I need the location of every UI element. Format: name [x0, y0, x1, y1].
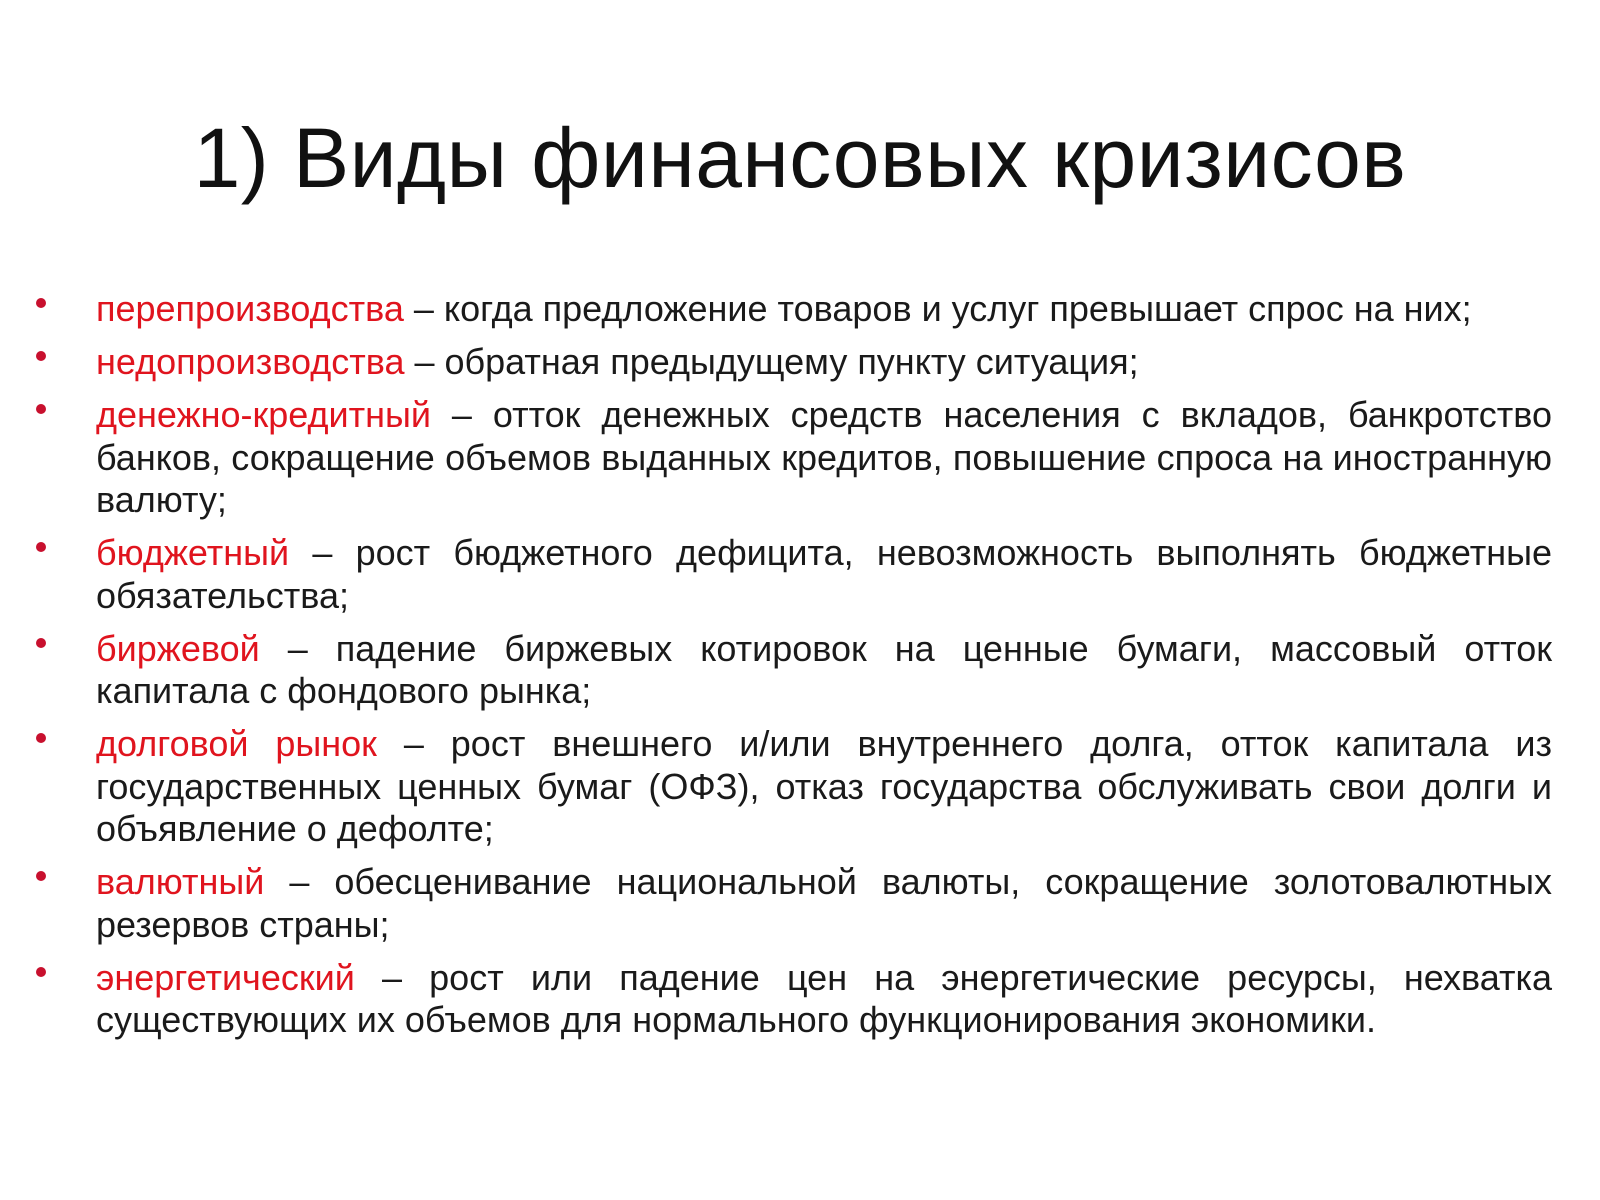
bullet-icon: [36, 638, 46, 648]
term-description: – падение биржевых котировок на ценные бумаги, массовый отток капитала с фондового рынка;: [96, 627, 1552, 711]
list-item-underproduction: [30, 341, 1552, 384]
term-label: бюджетный: [96, 532, 290, 573]
term-description: – обратная предыдущему пункту ситуация;: [404, 341, 1139, 382]
term-label: биржевой: [96, 627, 260, 669]
bullet-icon: [36, 404, 46, 414]
term-label: недопроизводства: [96, 341, 405, 382]
bullet-icon: [36, 871, 46, 881]
bullet-icon: [36, 542, 46, 552]
bullet-icon: [36, 967, 46, 977]
list-item-stock-exchange: [30, 628, 1552, 713]
term-label: валютный: [96, 861, 265, 902]
term-description: – рост бюджетного дефицита, невозможность выполнять бюджетные обязательства;: [96, 532, 1552, 616]
crisis-types-list: [30, 288, 1552, 1042]
term-label: перепроизводства: [96, 288, 404, 329]
bullet-icon: [36, 351, 46, 361]
term-label: долговой рынок: [96, 723, 377, 764]
slide-title: 1) Виды финансовых кризисов: [193, 111, 1407, 205]
slide-content: [30, 288, 1552, 1052]
bullet-icon: [36, 733, 46, 743]
list-item-monetary-credit: [30, 394, 1552, 522]
list-item-overproduction: [30, 288, 1552, 331]
term-description: – обесценивание национальной валюты, сокращение золотовалютных резервов страны;: [96, 861, 1552, 945]
term-description: – когда предложение товаров и услуг превышает спрос на них;: [403, 288, 1472, 329]
term-label: денежно-кредитный: [96, 394, 431, 435]
term-label: энергетический: [96, 956, 355, 998]
list-item-energy: [30, 957, 1552, 1042]
term-description: – рост внешнего и/или внутреннего долга, отток капитала из государственных ценных бумаг (ОФЗ), отказ государства обслуживать свои долги и объявление о дефолте;: [96, 723, 1552, 849]
bullet-icon: [36, 298, 46, 308]
term-description: – отток денежных средств населения с вкладов, банкротство банков, сокращение объемов выданных кредитов, повышение спроса на иностранную валюту;: [96, 394, 1552, 520]
list-item-budget: [30, 532, 1552, 617]
list-item-currency: [30, 861, 1552, 946]
list-item-debt-market: [30, 723, 1552, 851]
term-description: – рост или падение цен на энергетические ресурсы, нехватка существующих их объемов для нормального функционирования экономики.: [96, 956, 1552, 1040]
